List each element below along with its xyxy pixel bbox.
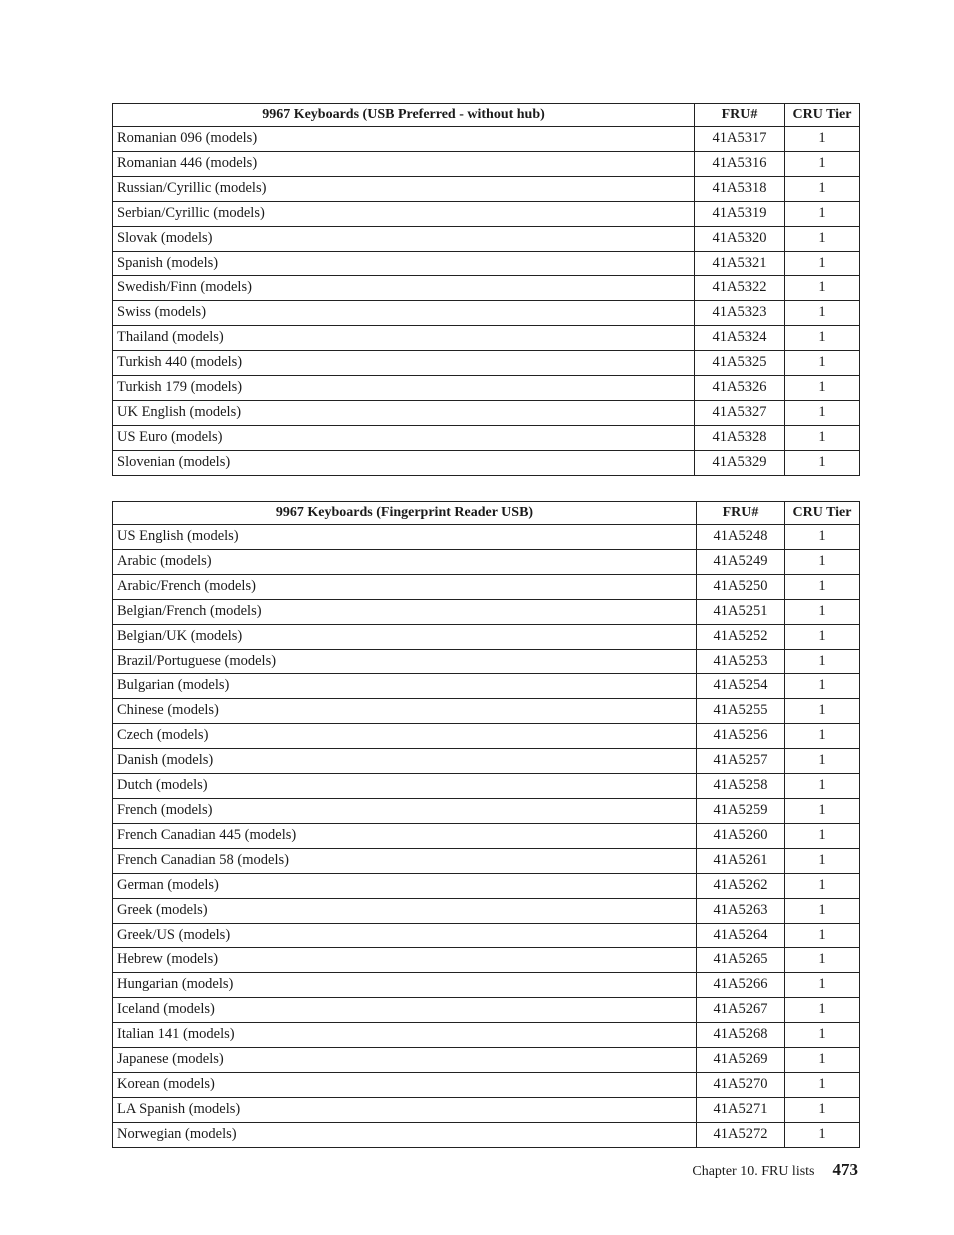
table-row [113,848,860,873]
cell-fru-number: 41A5260 [697,823,785,848]
cell-fru-number: 41A5251 [697,599,785,624]
cell-fru-number: 41A5319 [695,201,785,226]
table-row [113,201,860,226]
cell-cru-tier: 1 [785,973,860,998]
cell-description: Korean (models) [113,1072,697,1097]
table-row [113,251,860,276]
cell-fru-number: 41A5264 [697,923,785,948]
cell-description: Belgian/French (models) [113,599,697,624]
cell-description: Iceland (models) [113,998,697,1023]
cell-description: Romanian 446 (models) [113,151,695,176]
cell-description: US English (models) [113,525,697,550]
cell-fru-number: 41A5272 [697,1122,785,1147]
cell-description: Greek (models) [113,898,697,923]
cell-cru-tier: 1 [785,624,860,649]
table-row [113,1122,860,1147]
cell-cru-tier: 1 [785,351,860,376]
cell-fru-number: 41A5325 [695,351,785,376]
cell-description: Dutch (models) [113,774,697,799]
table-row [113,948,860,973]
table-row [113,998,860,1023]
table-row [113,351,860,376]
cell-description: French Canadian 445 (models) [113,823,697,848]
cell-description: Hebrew (models) [113,948,697,973]
table-row [113,724,860,749]
cell-description: UK English (models) [113,400,695,425]
cell-description: French (models) [113,798,697,823]
cell-fru-number: 41A5320 [695,226,785,251]
cell-cru-tier: 1 [785,848,860,873]
cell-cru-tier: 1 [785,774,860,799]
cell-fru-number: 41A5321 [695,251,785,276]
cell-fru-number: 41A5271 [697,1097,785,1122]
cell-description: Italian 141 (models) [113,1023,697,1048]
cell-fru-number: 41A5256 [697,724,785,749]
cell-fru-number: 41A5263 [697,898,785,923]
table-row [113,923,860,948]
cell-description: Norwegian (models) [113,1122,697,1147]
cell-cru-tier: 1 [785,326,860,351]
table-row [113,226,860,251]
cell-fru-number: 41A5248 [697,525,785,550]
cell-cru-tier: 1 [785,276,860,301]
table-row [113,176,860,201]
cell-description: Turkish 440 (models) [113,351,695,376]
cell-cru-tier: 1 [785,525,860,550]
cell-cru-tier: 1 [785,301,860,326]
cell-fru-number: 41A5250 [697,574,785,599]
table-header-row [113,104,860,127]
cell-description: Czech (models) [113,724,697,749]
cell-cru-tier: 1 [785,1097,860,1122]
cell-cru-tier: 1 [785,376,860,401]
cell-description: Greek/US (models) [113,923,697,948]
cell-fru-number: 41A5324 [695,326,785,351]
cell-fru-number: 41A5267 [697,998,785,1023]
column-header-fru: FRU# [695,104,785,127]
cell-description: Hungarian (models) [113,973,697,998]
table-row [113,1023,860,1048]
cell-cru-tier: 1 [785,998,860,1023]
cell-fru-number: 41A5252 [697,624,785,649]
cell-description: Arabic/French (models) [113,574,697,599]
cell-cru-tier: 1 [785,674,860,699]
cell-fru-number: 41A5255 [697,699,785,724]
cell-cru-tier: 1 [785,1023,860,1048]
cell-cru-tier: 1 [785,127,860,152]
table-row [113,649,860,674]
cell-fru-number: 41A5269 [697,1048,785,1073]
cell-description: Russian/Cyrillic (models) [113,176,695,201]
cell-cru-tier: 1 [785,176,860,201]
cell-cru-tier: 1 [785,251,860,276]
cell-fru-number: 41A5326 [695,376,785,401]
cell-fru-number: 41A5322 [695,276,785,301]
keyboards-usb-preferred-table [112,103,860,476]
cell-fru-number: 41A5316 [695,151,785,176]
table-row [113,127,860,152]
cell-fru-number: 41A5328 [695,425,785,450]
table-row [113,301,860,326]
cell-cru-tier: 1 [785,749,860,774]
table-row [113,973,860,998]
cell-cru-tier: 1 [785,1122,860,1147]
cell-cru-tier: 1 [785,151,860,176]
column-header-cru-tier: CRU Tier [785,502,860,525]
cell-fru-number: 41A5249 [697,549,785,574]
cell-description: Turkish 179 (models) [113,376,695,401]
cell-fru-number: 41A5317 [695,127,785,152]
cell-fru-number: 41A5254 [697,674,785,699]
table-body [113,525,860,1148]
cell-description: Swedish/Finn (models) [113,276,695,301]
table-row [113,674,860,699]
cell-description: Serbian/Cyrillic (models) [113,201,695,226]
cell-cru-tier: 1 [785,798,860,823]
table-row [113,1048,860,1073]
cell-cru-tier: 1 [785,201,860,226]
cell-cru-tier: 1 [785,649,860,674]
cell-fru-number: 41A5265 [697,948,785,973]
cell-fru-number: 41A5261 [697,848,785,873]
column-header-fru: FRU# [697,502,785,525]
cell-description: Brazil/Portuguese (models) [113,649,697,674]
cell-cru-tier: 1 [785,400,860,425]
table-row [113,400,860,425]
cell-fru-number: 41A5270 [697,1072,785,1097]
keyboards-fingerprint-reader-table [112,501,860,1148]
cell-cru-tier: 1 [785,898,860,923]
cell-cru-tier: 1 [785,599,860,624]
cell-fru-number: 41A5268 [697,1023,785,1048]
table-row [113,1072,860,1097]
cell-cru-tier: 1 [785,873,860,898]
cell-cru-tier: 1 [785,923,860,948]
table-header-row [113,502,860,525]
table-row [113,525,860,550]
cell-description: Japanese (models) [113,1048,697,1073]
chapter-title: Chapter 10. FRU lists [692,1164,815,1179]
column-header-description: 9967 Keyboards (Fingerprint Reader USB) [113,502,697,525]
cell-description: US Euro (models) [113,425,695,450]
cell-description: Arabic (models) [113,549,697,574]
table-row [113,276,860,301]
table-row [113,326,860,351]
cell-fru-number: 41A5318 [695,176,785,201]
cell-description: Bulgarian (models) [113,674,697,699]
cell-cru-tier: 1 [785,823,860,848]
table-row [113,1097,860,1122]
table-row [113,774,860,799]
cell-description: German (models) [113,873,697,898]
table-row [113,376,860,401]
table-row [113,873,860,898]
table-row [113,599,860,624]
cell-fru-number: 41A5257 [697,749,785,774]
cell-description: Romanian 096 (models) [113,127,695,152]
cell-description: Spanish (models) [113,251,695,276]
page-number: 473 [832,1160,858,1179]
cell-description: Swiss (models) [113,301,695,326]
cell-fru-number: 41A5323 [695,301,785,326]
cell-cru-tier: 1 [785,549,860,574]
table-row [113,624,860,649]
cell-description: LA Spanish (models) [113,1097,697,1122]
table-row [113,823,860,848]
cell-cru-tier: 1 [785,450,860,475]
cell-fru-number: 41A5253 [697,649,785,674]
table-row [113,699,860,724]
cell-cru-tier: 1 [785,226,860,251]
cell-fru-number: 41A5262 [697,873,785,898]
table-row [113,450,860,475]
table-row [113,574,860,599]
page-footer [692,1160,858,1180]
table-body [113,127,860,476]
table-row [113,151,860,176]
cell-description: French Canadian 58 (models) [113,848,697,873]
cell-cru-tier: 1 [785,724,860,749]
table-row [113,425,860,450]
table-row [113,549,860,574]
cell-fru-number: 41A5327 [695,400,785,425]
cell-fru-number: 41A5266 [697,973,785,998]
cell-cru-tier: 1 [785,699,860,724]
cell-description: Belgian/UK (models) [113,624,697,649]
cell-fru-number: 41A5258 [697,774,785,799]
table-row [113,898,860,923]
cell-fru-number: 41A5259 [697,798,785,823]
cell-description: Danish (models) [113,749,697,774]
cell-cru-tier: 1 [785,1072,860,1097]
column-header-description: 9967 Keyboards (USB Preferred - without hub) [113,104,695,127]
column-header-cru-tier: CRU Tier [785,104,860,127]
cell-description: Thailand (models) [113,326,695,351]
cell-fru-number: 41A5329 [695,450,785,475]
cell-cru-tier: 1 [785,948,860,973]
cell-cru-tier: 1 [785,1048,860,1073]
table-row [113,798,860,823]
cell-description: Slovenian (models) [113,450,695,475]
cell-description: Slovak (models) [113,226,695,251]
cell-cru-tier: 1 [785,574,860,599]
cell-description: Chinese (models) [113,699,697,724]
table-row [113,749,860,774]
cell-cru-tier: 1 [785,425,860,450]
